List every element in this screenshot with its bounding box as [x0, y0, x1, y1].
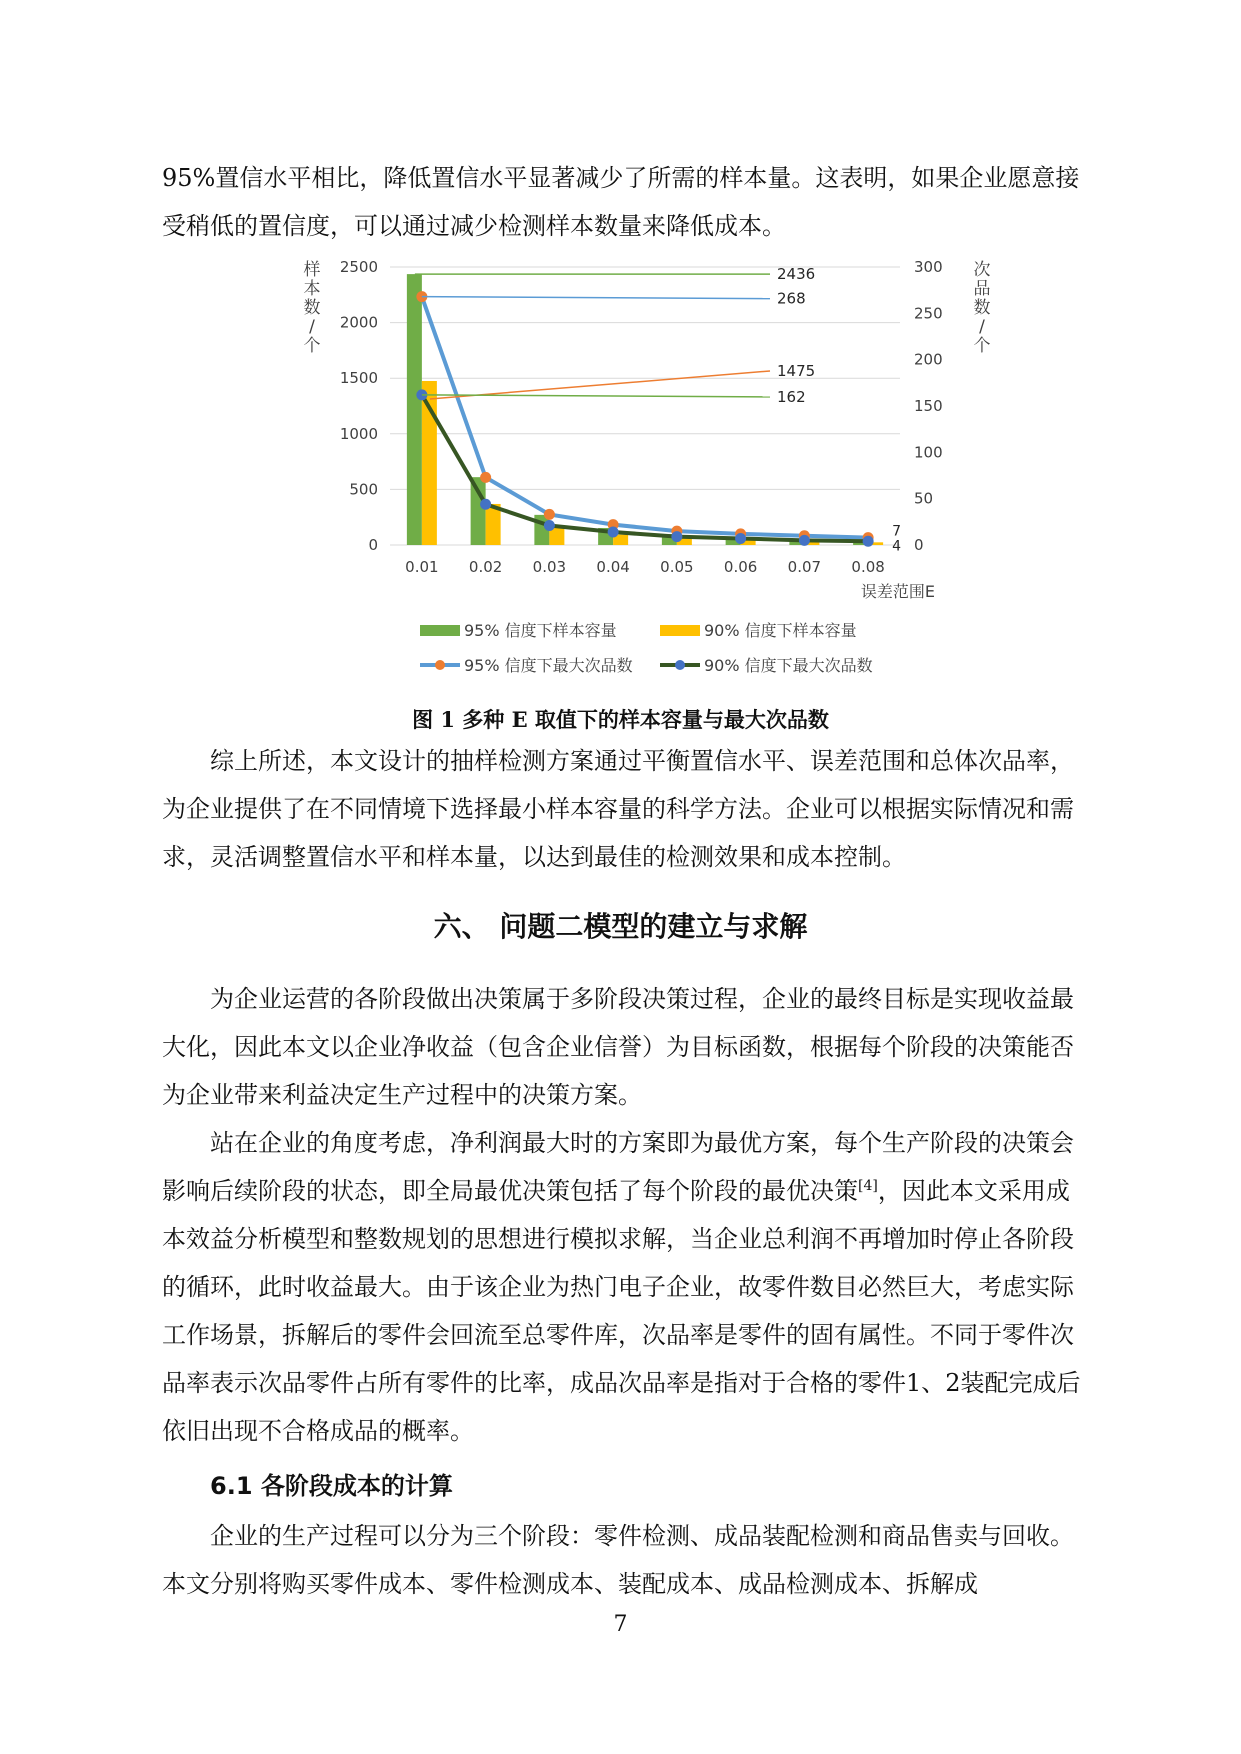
y-left-tick-label: 1500	[339, 369, 378, 388]
data-label: 268	[777, 289, 806, 308]
paragraph-optimal-a: 站在企业的角度考虑，净利润最大时的方案即为最优方案，每个生产阶段的决策会影响后续阶段的状态，即全局最优决策包括了每个阶段的最优决策	[162, 1129, 1074, 1205]
paragraph-stages: 企业的生产过程可以分为三个阶段：零件检测、成品装配检测和商品售卖与回收。本文分别将购买零件成本、零件检测成本、装配成本、成品检测成本、拆解成	[162, 1522, 1074, 1598]
y-right-axis-label: 数	[973, 298, 990, 318]
x-tick-label: 0.07	[787, 558, 822, 576]
y-right-axis-label: /	[979, 317, 985, 337]
data-point	[671, 531, 682, 542]
y-right-tick-label: 0	[914, 536, 924, 554]
y-right-tick-label: 50	[914, 489, 934, 508]
data-point	[799, 535, 810, 546]
y-right-axis-label: 次	[973, 260, 990, 280]
bar	[407, 274, 422, 545]
subsection-title: 6.1 各阶段成本的计算	[210, 1472, 453, 1500]
bar	[471, 477, 486, 545]
data-label: 162	[777, 387, 806, 406]
legend-label: 90% 信度下最大次品数	[704, 656, 873, 675]
legend-label: 95% 信度下样本容量	[464, 621, 617, 640]
y-right-axis-label: 个	[973, 336, 990, 356]
y-left-tick-label: 0	[368, 536, 378, 554]
legend-marker	[435, 660, 445, 670]
x-tick-label: 0.02	[468, 558, 503, 576]
y-right-axis-label: 品	[973, 279, 990, 299]
y-right-tick-label: 100	[914, 443, 943, 462]
data-point	[480, 472, 491, 483]
y-left-axis-label: 样	[303, 260, 321, 280]
y-left-tick-label: 500	[349, 480, 378, 499]
paragraph-optimal-b: ，因此本文采用成本效益分析模型和整数规划的思想进行模拟求解，当企业总利润不再增加时停止各阶段的循环，此时收益最大。由于该企业为热门电子企业，故零件数目必然巨大，考虑实际工作场景，拆解后的零件会回流至总零件库，次品率是零件的固有属性。不同于零件次品率表示次品零件占所有零件的比率，成品次品率是指对于合格的零件1、2装配完成后依旧出现不合格成品的概率。	[162, 1177, 1081, 1445]
legend-swatch	[420, 625, 460, 636]
y-right-tick-label: 250	[914, 304, 943, 323]
data-point	[544, 520, 555, 531]
x-tick-label: 0.06	[723, 558, 758, 576]
y-left-axis-label: /	[309, 317, 315, 337]
data-label: 2436	[777, 265, 816, 284]
data-label-leader	[422, 297, 770, 299]
citation-ref: [4]	[858, 1178, 878, 1194]
paragraph-summary: 综上所述，本文设计的抽样检测方案通过平衡置信水平、误差范围和总体次品率，为企业提供了在不同情境下选择最小样本容量的科学方法。企业可以根据实际情况和需求，灵活调整置信水平和样本量，以达到最佳的检测效果和成本控制。	[162, 747, 1074, 871]
y-right-tick-label: 300	[914, 258, 943, 276]
data-point	[608, 527, 619, 538]
y-left-axis-label: 本	[303, 279, 321, 299]
y-left-tick-label: 2500	[339, 258, 378, 276]
legend-label: 95% 信度下最大次品数	[464, 656, 633, 675]
legend-label: 90% 信度下样本容量	[704, 621, 857, 640]
x-tick-label: 0.03	[532, 558, 567, 576]
data-point	[863, 536, 874, 547]
sample-size-chart	[290, 255, 990, 695]
section-title: 六、 问题二模型的建立与求解	[433, 910, 808, 943]
y-right-tick-label: 200	[914, 350, 943, 369]
data-point	[735, 533, 746, 544]
x-tick-label: 0.08	[851, 558, 885, 576]
data-point	[544, 509, 555, 520]
data-label: 7	[892, 523, 902, 540]
x-axis-label: 误差范围E	[860, 582, 935, 601]
page-number: 7	[613, 1612, 628, 1637]
y-left-tick-label: 1000	[339, 424, 378, 443]
x-tick-label: 0.01	[405, 558, 439, 576]
y-left-axis-label: 个	[303, 336, 321, 356]
paragraph-optimal	[162, 1119, 1082, 1455]
y-left-axis-label: 数	[303, 298, 321, 318]
paragraph-intro: 95%置信水平相比，降低置信水平显著减少了所需的样本量。这表明，如果企业愿意接受稍低的置信度，可以通过减少检测样本数量来降低成本。	[162, 164, 1080, 240]
x-tick-label: 0.04	[596, 558, 630, 576]
y-right-tick-label: 150	[914, 397, 943, 415]
paragraph-multistage: 为企业运营的各阶段做出决策属于多阶段决策过程，企业的最终目标是实现收益最大化，因此本文以企业净收益（包含企业信誉）为目标函数，根据每个阶段的决策能否为企业带来利益决定生产过程中的决策方案。	[162, 985, 1074, 1109]
data-label: 1475	[777, 361, 816, 380]
y-left-tick-label: 2000	[339, 313, 378, 332]
legend-swatch	[660, 625, 700, 636]
figure-caption: 图 1 多种 E 取值下的样本容量与最大次品数	[412, 707, 829, 732]
legend-marker	[675, 660, 685, 670]
data-label: 4	[892, 538, 902, 555]
data-point	[480, 499, 491, 510]
data-label-leader	[422, 395, 770, 397]
x-tick-label: 0.05	[660, 558, 694, 576]
